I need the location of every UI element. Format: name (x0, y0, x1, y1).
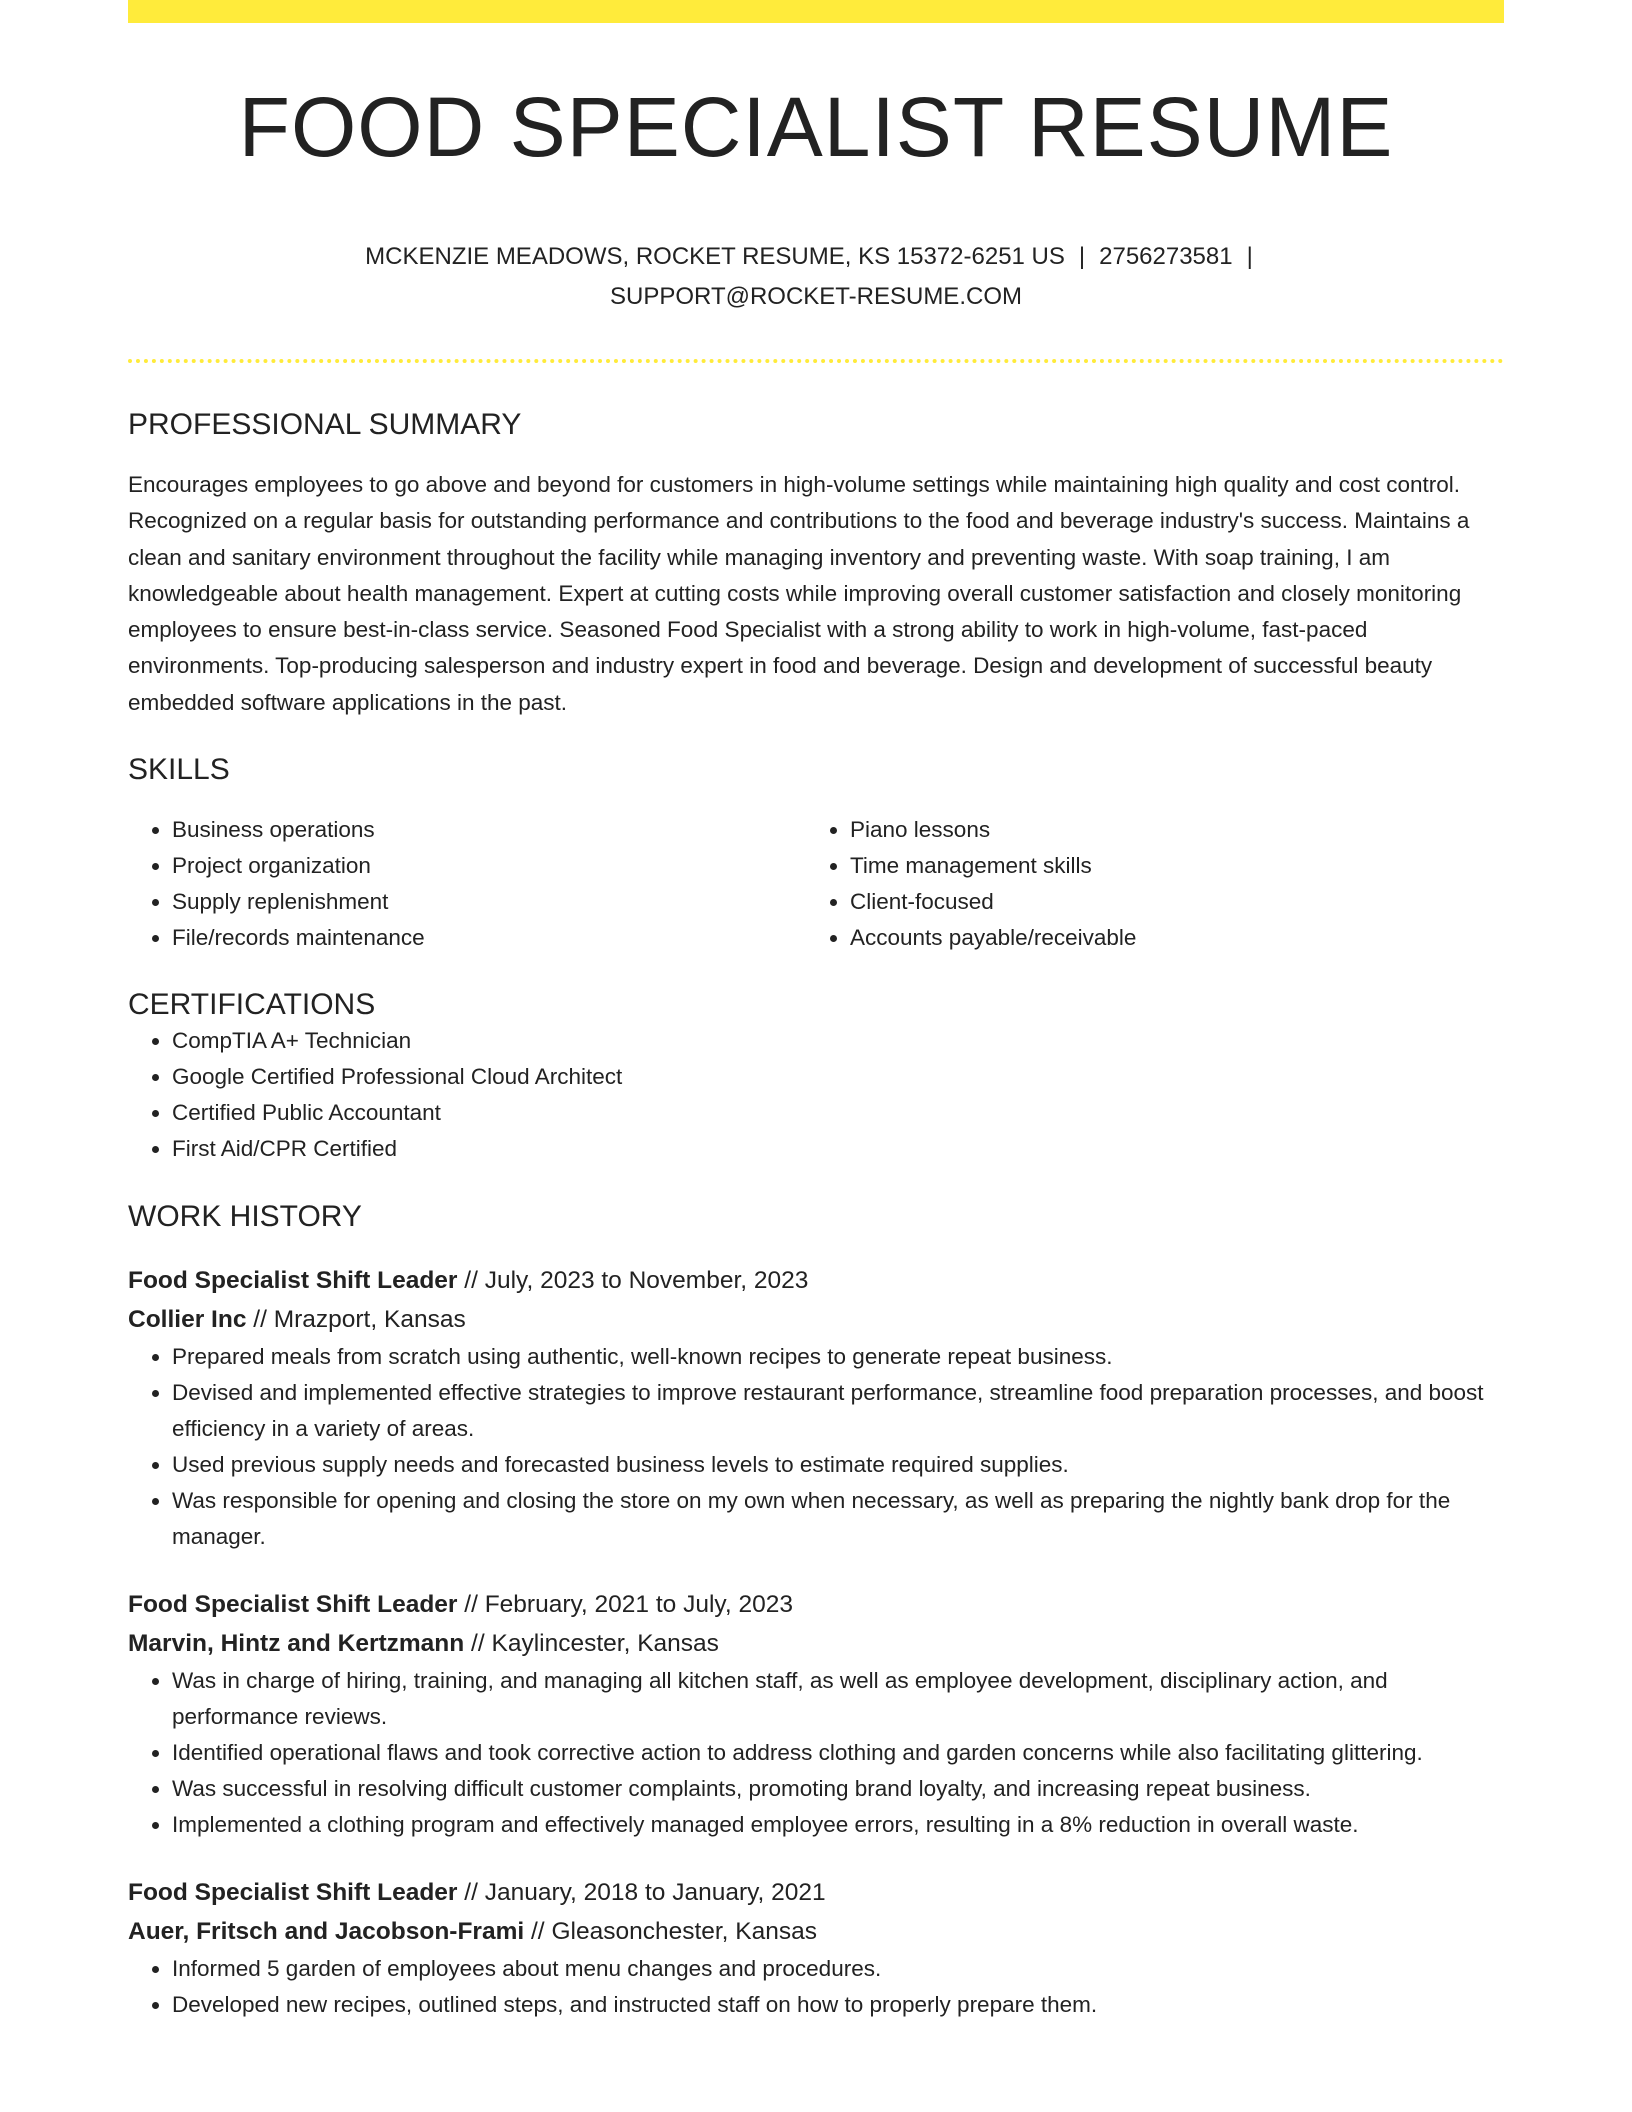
contact-line-2 (128, 277, 1504, 317)
section-heading: CERTIFICATIONS (128, 988, 376, 1022)
job-separator: // (464, 1591, 478, 1619)
job-bullet: • Used previous supply needs and forecasted business levels to estimate required supplies. (172, 1447, 1504, 1483)
resume-title: FOOD SPECIALIST RESUME (238, 80, 1394, 174)
skills-list (128, 812, 806, 956)
contact-email: SUPPORT@ROCKET-RESUME.COM (610, 283, 1022, 310)
job-title-line (128, 1261, 1504, 1300)
certifications-list (128, 1023, 1504, 1167)
skills-column-left (128, 812, 806, 956)
job-company-line (128, 1912, 1504, 1951)
skill-item: • Piano lessons (850, 812, 1484, 848)
job-title: Food Specialist Shift Leader (128, 1591, 458, 1619)
job-separator: // (471, 1630, 485, 1658)
certifications-section (128, 987, 1504, 1167)
job-separator: // (464, 1267, 478, 1295)
job-bullet: • Identified operational flaws and took corrective action to address clothing and garden concerns while also facilitating glittering. (172, 1735, 1504, 1771)
section-heading: WORK HISTORY (128, 1200, 362, 1234)
job-dates: February, 2021 to July, 2023 (484, 1591, 793, 1619)
job-separator: // (464, 1879, 478, 1907)
job-bullet: • Was successful in resolving difficult customer complaints, promoting brand loyalty, and increasing repeat business. (172, 1771, 1504, 1807)
skill-item: • Project organization (172, 848, 806, 884)
certification-item: • Certified Public Accountant (172, 1095, 1504, 1131)
skill-item: • File/records maintenance (172, 920, 806, 956)
contact-separator: | (1246, 243, 1253, 270)
job-entry (128, 1261, 1504, 1555)
job-company-line (128, 1624, 1504, 1663)
job-location: Gleasonchester, Kansas (551, 1918, 818, 1946)
job-bullet: • Implemented a clothing program and effectively managed employee errors, resulting in a 8% reduction in overall waste. (172, 1807, 1504, 1843)
skill-item: • Business operations (172, 812, 806, 848)
job-title-line (128, 1873, 1504, 1912)
certification-item: • Google Certified Professional Cloud Architect (172, 1059, 1504, 1095)
job-bullet: • Informed 5 garden of employees about menu changes and procedures. (172, 1951, 1504, 1987)
job-company: Auer, Fritsch and Jacobson-Frami (128, 1918, 525, 1946)
dotted-divider (128, 359, 1504, 363)
section-heading: SKILLS (128, 753, 230, 787)
job-company: Marvin, Hintz and Kertzmann (128, 1630, 465, 1658)
job-bullets (128, 1663, 1504, 1843)
certification-item: • First Aid/CPR Certified (172, 1131, 1504, 1167)
job-bullet: • Devised and implemented effective strategies to improve restaurant performance, streamline food preparation processes, and boost efficiency in a variety of areas. (172, 1375, 1504, 1447)
job-location: Mrazport, Kansas (273, 1306, 466, 1334)
job-company-line (128, 1300, 1504, 1339)
skill-item: • Supply replenishment (172, 884, 806, 920)
job-entry (128, 1873, 1504, 2023)
job-dates: July, 2023 to November, 2023 (484, 1267, 809, 1295)
certification-item: • CompTIA A+ Technician (172, 1023, 1504, 1059)
skills-grid (128, 812, 1504, 956)
professional-summary-section (128, 407, 1504, 721)
skills-section (128, 752, 1504, 956)
resume-page (128, 0, 1504, 2023)
job-bullet: • Was in charge of hiring, training, and managing all kitchen staff, as well as employee development, disciplinary action, and performance reviews. (172, 1663, 1504, 1735)
contact-phone: 2756273581 (1099, 243, 1233, 270)
contact-line-1 (128, 237, 1504, 277)
job-bullets (128, 1951, 1504, 2023)
section-heading: PROFESSIONAL SUMMARY (128, 408, 522, 441)
contact-separator: | (1078, 243, 1086, 270)
job-bullet: • Was responsible for opening and closing the store on my own when necessary, as well as preparing the nightly bank drop for the manager. (172, 1483, 1504, 1555)
skills-list (806, 812, 1484, 956)
job-separator: // (531, 1918, 545, 1946)
work-history-section (128, 1199, 1504, 2023)
top-accent-bar (128, 0, 1504, 23)
job-bullet: • Prepared meals from scratch using authentic, well-known recipes to generate repeat business. (172, 1339, 1504, 1375)
job-location: Kaylincester, Kansas (491, 1630, 719, 1658)
skills-column-right (806, 812, 1484, 956)
job-title-line (128, 1585, 1504, 1624)
skill-item: • Accounts payable/receivable (850, 920, 1484, 956)
job-company: Collier Inc (128, 1306, 247, 1334)
contact-info (128, 237, 1504, 317)
skill-item: • Client-focused (850, 884, 1484, 920)
job-title: Food Specialist Shift Leader (128, 1879, 458, 1907)
job-dates: January, 2018 to January, 2021 (484, 1879, 826, 1907)
job-title: Food Specialist Shift Leader (128, 1267, 458, 1295)
skill-item: • Time management skills (850, 848, 1484, 884)
job-separator: // (253, 1306, 267, 1334)
contact-address: MCKENZIE MEADOWS, ROCKET RESUME, KS 15372-6251 US (365, 243, 1065, 270)
job-bullet: • Developed new recipes, outlined steps, and instructed staff on how to properly prepare them. (172, 1987, 1504, 2023)
job-bullets (128, 1339, 1504, 1555)
job-entry (128, 1585, 1504, 1843)
summary-text: Encourages employees to go above and beyond for customers in high-volume settings while maintaining high quality and cost control. Recognized on a regular basis for outstanding performance and contributions to the food and beverage industry's success. Maintains a clean and sanitary environment throughout the facility while managing inventory and preventing waste. With soap training, I am knowledgeable about health management. Expert at cutting costs while improving overall customer satisfaction and closely monitoring employees to ensure best-in-class service. Seasoned Food Specialist with a strong ability to work in high-volume, fast-paced environments. Top-producing salesperson and industry expert in food and beverage. Design and development of successful beauty embedded software applications in the past. (128, 472, 1470, 715)
